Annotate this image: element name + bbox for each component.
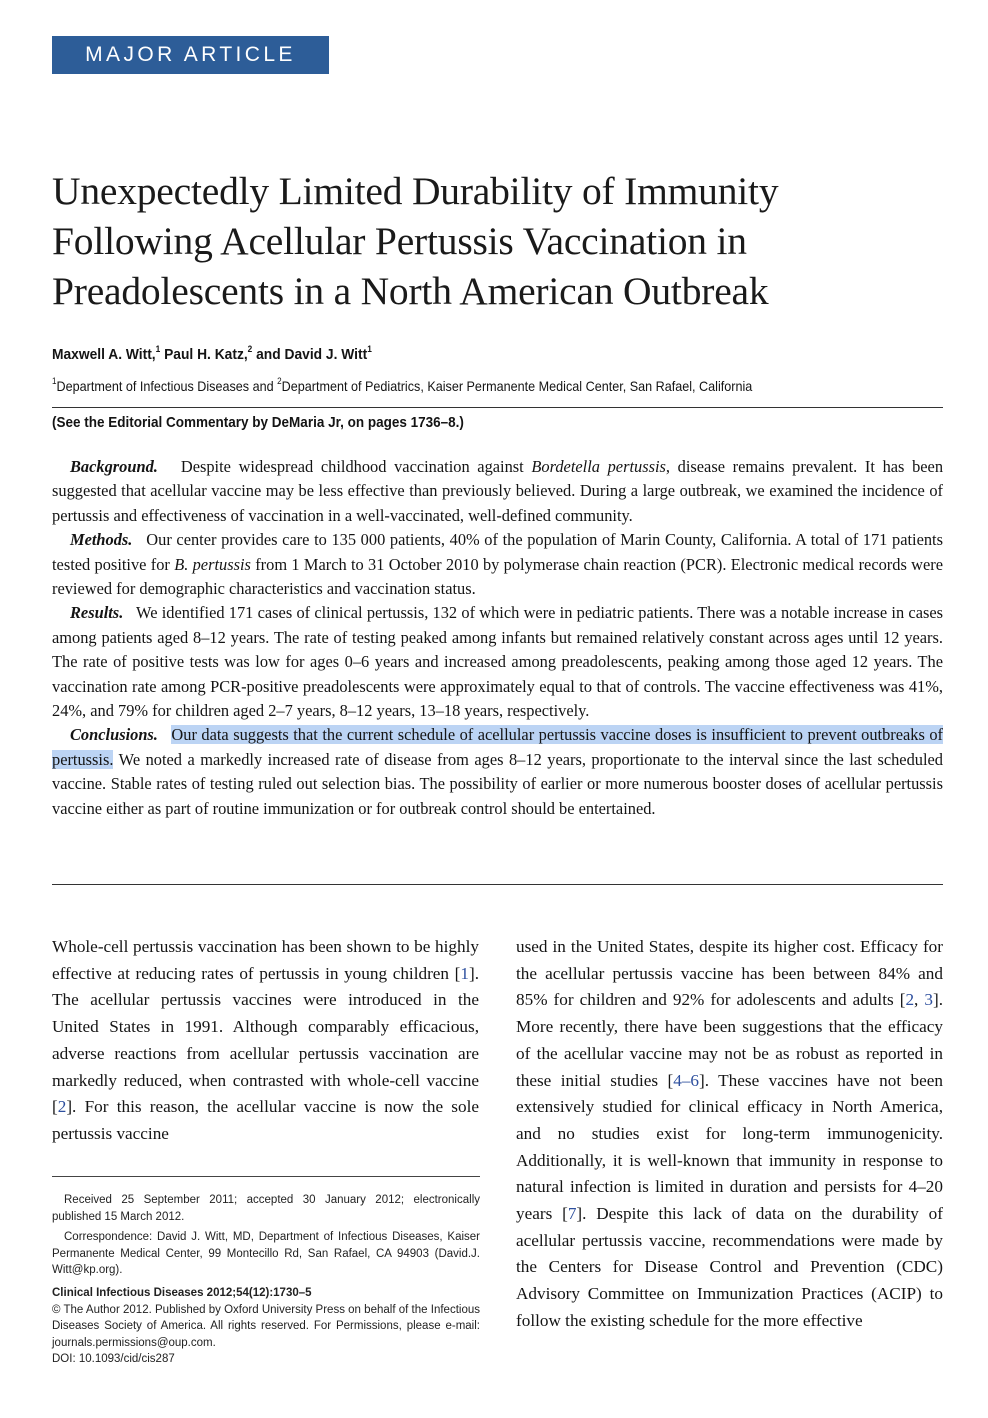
correspondence: Correspondence: David J. Witt, MD, Department of Infectious Diseases, Kaiser Permanente Medical Center, 99 Montecillo Rd, San Rafael, CA 94903 (David.J. Witt@kp.org). (52, 1231, 480, 1277)
abstract-background (52, 455, 943, 528)
copyright-notice: © The Author 2012. Published by Oxford University Press on behalf of the Infectious Diseases Society of America. All rights reserved. For Permissions, please e-mail: journals.permissions@oup.com. (52, 1303, 480, 1349)
article-type-banner (52, 36, 329, 74)
abstract-conclusions (52, 723, 943, 821)
abstract-divider (52, 884, 943, 885)
abstract-section-label: Background. (70, 457, 158, 476)
species-name: B. pertussis (174, 554, 251, 574)
body-text: ]. These vaccines have not been extensively studied for clinical efficacy in North America, and no studies exist for long-term immunogenicity. Additionally, it is well-known that immunity in response to natural infection is limited in duration and persists for 4–20 years [ (516, 1070, 943, 1224)
abstract-text: Our center provides care to 135 000 patients, 40% of the population of Marin County, California. A total of 171 patients tested positive for (52, 530, 943, 574)
body-text: ]. The acellular pertussis vaccines were introduced in the United States in 1991. Although comparably efficacious, adverse reactions from acellular pertussis vaccination are markedly reduced, when contrasted with whole-cell vaccine [ (52, 963, 479, 1117)
title-line: Preadolescents in a North American Outbreak (52, 269, 769, 313)
footnote-block (52, 1192, 480, 1368)
species-name: Bordetella pertussis (531, 457, 666, 476)
abstract (52, 455, 943, 821)
text-selection-highlight[interactable]: Our data suggests that the current schedule of acellular pertussis vaccine doses is insufficient to prevent outbreaks of pertussis. (52, 725, 943, 769)
editorial-commentary-note: (See the Editorial Commentary by DeMaria Jr, on pages 1736–8.) (52, 414, 464, 431)
author-name: and David J. Witt (252, 346, 368, 363)
affiliation-text: Department of Infectious Diseases and (56, 378, 278, 394)
abstract-text: from 1 March to 31 October 2010 by polymerase chain reaction (PCR). Electronic medical records were reviewed for demographic characteristics and vaccination status. (52, 554, 943, 599)
body-text: , (914, 990, 925, 1010)
citation-link[interactable]: 1 (460, 963, 469, 983)
abstract-methods (52, 528, 943, 601)
citation-link[interactable]: 7 (567, 1204, 577, 1224)
abstract-text: We noted a markedly increased rate of disease from ages 8–12 years, proportionate to the interval since the last scheduled vaccine. Stable rates of testing ruled out selection bias. The possibility of earlier or more numerous booster doses of acellular pertussis vaccine either as part of routine immunization or for outbreak control should be entertained. (52, 749, 943, 818)
author-affiliation-mark: 1 (367, 344, 372, 354)
body-text: used in the United States, despite its higher cost. Efficacy for the acellular pertussis vaccine has been between 84% and 85% for children and 92% for adolescents and adults [ (516, 937, 943, 1010)
abstract-text: We identified 171 cases of clinical pertussis, 132 of which were in pediatric patients. There was a notable increase in cases among patients aged 8–12 years. The rate of testing peaked among infants but remained relatively constant across ages until 12 years. The rate of positive tests was low for ages 0–6 years and increased among preadolescents, peaking among those aged 12 years. The vaccination rate among PCR-positive preadolescents were approximately equal to that of controls. The vaccine effectiveness was 41%, 24%, and 79% for children aged 2–7 years, 8–12 years, 13–18 years, respectively. (52, 603, 944, 721)
title-line: Following Acellular Pertussis Vaccination in (52, 219, 747, 263)
abstract-section-label: Methods. (70, 530, 133, 550)
journal-citation: Clinical Infectious Diseases 2012;54(12):1730–5 (52, 1286, 312, 1299)
received-dates: Received 25 September 2011; accepted 30 January 2012; electronically published 15 March 2012. (52, 1194, 480, 1223)
body-text: ]. More recently, there have been suggestions that the efficacy of the acellular vaccine may not be as robust as reported in these initial studies [ (516, 990, 943, 1090)
author-affiliation-mark: 2 (247, 344, 253, 354)
author-name: Maxwell A. Witt, (52, 346, 156, 363)
body-column-right (516, 934, 943, 1335)
body-text: ]. Despite this lack of data on the durability of acellular pertussis vaccine, recommendations were made by the Centers for Disease Control and Prevention (CDC) Advisory Committee on Immunization Practices (ACIP) to follow the existing schedule for the more effective (516, 1204, 943, 1330)
abstract-section-label: Conclusions. (70, 725, 158, 745)
author-affiliation-mark: 1 (155, 344, 161, 354)
abstract-text: , disease remains prevalent. It has been suggested that acellular vaccine may be less effective than previously believed. During a large outbreak, we examined the incidence of pertussis and effectiveness of vaccination in a well-vaccinated, well-defined community. (52, 457, 944, 525)
article-type-label: MAJOR ARTICLE (85, 43, 296, 66)
doi: DOI: 10.1093/cid/cis287 (52, 1353, 175, 1366)
title-line: Unexpectedly Limited Durability of Immunity (52, 169, 779, 213)
citation-link[interactable]: 3 (924, 990, 933, 1010)
body-column-left (52, 934, 479, 1148)
abstract-section-label: Results. (70, 603, 124, 623)
citation-link[interactable]: 4–6 (673, 1070, 699, 1090)
body-paragraph (52, 934, 479, 1148)
author-list (52, 346, 372, 363)
body-text: Whole-cell pertussis vaccination has been shown to be highly effective at reducing rates of pertussis in young children [ (52, 937, 479, 983)
body-paragraph (516, 934, 943, 1335)
affiliation-mark: 1 (52, 376, 57, 386)
affiliation-mark: 2 (277, 376, 282, 386)
footnote-divider (52, 1176, 480, 1177)
abstract-text: Despite widespread childhood vaccination against (180, 457, 532, 476)
article-title (52, 166, 952, 316)
affiliations (52, 378, 752, 394)
citation-link[interactable]: 2 (57, 1097, 67, 1117)
abstract-results (52, 601, 943, 723)
affiliation-text: Department of Pediatrics, Kaiser Permanente Medical Center, San Rafael, California (281, 378, 753, 394)
citation-link[interactable]: 2 (905, 990, 915, 1010)
body-text: ]. For this reason, the acellular vaccine is now the sole pertussis vaccine (52, 1097, 479, 1143)
author-name: Paul H. Katz, (160, 346, 248, 363)
header-divider (52, 407, 943, 408)
